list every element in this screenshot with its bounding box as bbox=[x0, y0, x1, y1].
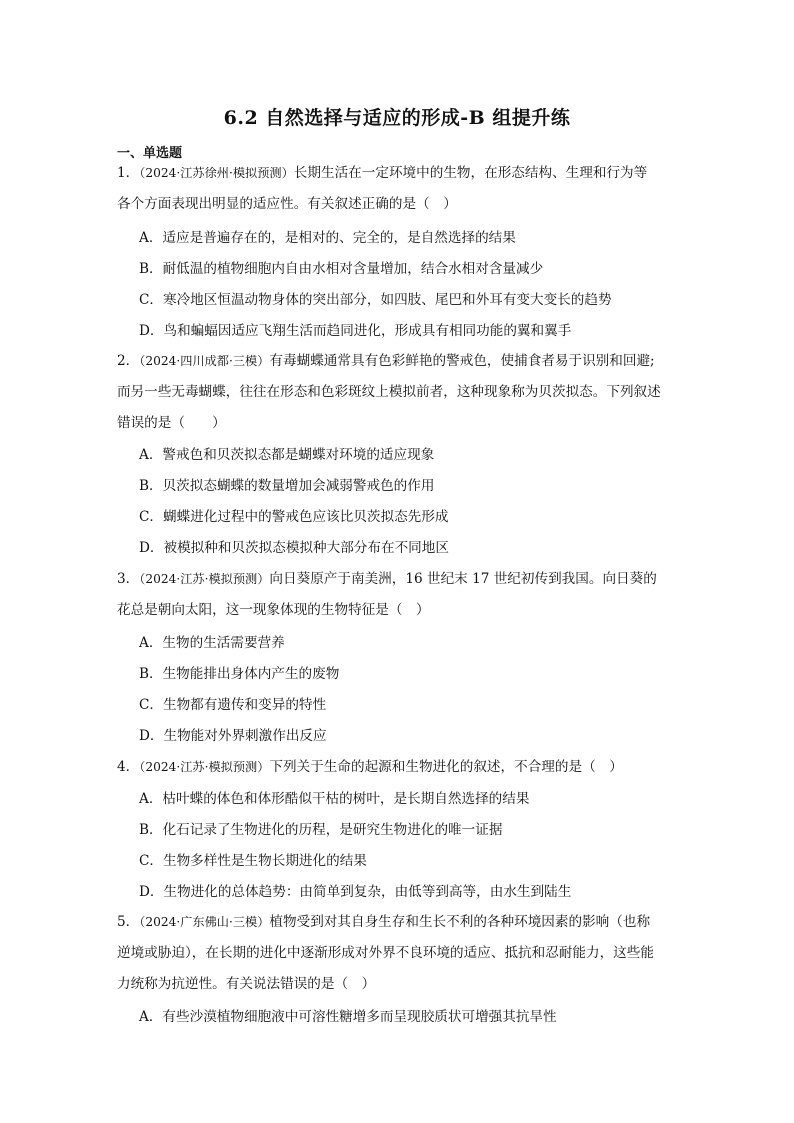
question-5-option-a: A．有些沙漠植物细胞液中可溶性糖增多而呈现胶质状可增强其抗旱性 bbox=[139, 1009, 557, 1025]
question-number: 5． bbox=[117, 914, 140, 930]
question-1-option-a: A．适应是普遍存在的，是相对的、完全的，是自然选择的结果 bbox=[139, 230, 516, 246]
question-number: 3． bbox=[117, 571, 140, 587]
question-text: 有毒蝴蝶通常具有色彩鲜艳的警戒色，使捕食者易于识别和回避; bbox=[269, 353, 655, 369]
question-2-option-a: A．警戒色和贝茨拟态都是蝴蝶对环境的适应现象 bbox=[139, 447, 435, 463]
question-source: （2024·广东佛山·三模） bbox=[139, 915, 270, 929]
question-number: 4． bbox=[117, 759, 140, 775]
question-text: 向日葵原产于南美洲，16 世纪末 17 世纪初传到我国。向日葵的 bbox=[269, 571, 657, 587]
question-3-option-b: B．生物能排出身体内产生的废物 bbox=[139, 666, 340, 682]
question-3-option-c: C．生物都有遗传和变异的特性 bbox=[139, 697, 327, 713]
question-4-option-c: C．生物多样性是生物长期进化的结果 bbox=[139, 853, 367, 869]
question-4-option-b: B．化石记录了生物进化的历程，是研究生物进化的唯一证据 bbox=[139, 822, 503, 838]
question-text: 植物受到对其自身生存和生长不利的各种环境因素的影响（也称 bbox=[269, 914, 651, 930]
question-1-line-2: 各个方面表现出明显的适应性。有关叙述正确的是（ ） bbox=[117, 196, 457, 212]
question-source: （2024·江苏·模拟预测） bbox=[139, 572, 270, 586]
question-source: （2024·四川成都·三模） bbox=[139, 354, 270, 368]
question-source: （2024·江苏·模拟预测） bbox=[139, 760, 270, 774]
question-2-option-d: D．被模拟种和贝茨拟态模拟种大部分布在不同地区 bbox=[139, 540, 449, 556]
question-number: 1． bbox=[117, 165, 140, 181]
question-4-option-a: A．枯叶蝶的体色和体形酷似干枯的树叶，是长期自然选择的结果 bbox=[139, 791, 530, 807]
question-number: 2． bbox=[117, 353, 140, 369]
question-3-option-a: A．生物的生活需要营养 bbox=[139, 635, 285, 651]
question-3-option-d: D．生物能对外界刺激作出反应 bbox=[139, 728, 327, 744]
question-5-line-3: 力统称为抗逆性。有关说法错误的是（ ） bbox=[117, 976, 376, 992]
question-3-line-1 bbox=[117, 569, 682, 589]
question-1-option-b: B．耐低温的植物细胞内自由水相对含量增加，结合水相对含量减少 bbox=[139, 261, 544, 277]
question-4-option-d: D．生物进化的总体趋势：由简单到复杂，由低等到高等，由水生到陆生 bbox=[139, 884, 572, 900]
question-2-option-b: B．贝茨拟态蝴蝶的数量增加会减弱警戒色的作用 bbox=[139, 478, 435, 494]
question-4-line-1 bbox=[117, 757, 682, 777]
page-title: 6.2 自然选择与适应的形成-B 组提升练 bbox=[223, 107, 571, 129]
question-2-line-2: 而另一些无毒蝴蝶，往往在形态和色彩斑纹上模拟前者，这种现象称为贝茨拟态。下列叙述 bbox=[117, 384, 661, 400]
question-text: 长期生活在一定环境中的生物，在形态结构、生理和行为等 bbox=[293, 165, 648, 181]
question-5-line-2: 逆境或胁迫），在长期的进化中逐渐形成对外界不良环境的适应、抵抗和忍耐能力，这些能 bbox=[117, 945, 654, 961]
question-1-line-1 bbox=[117, 163, 682, 183]
question-2-option-c: C．蝴蝶进化过程中的警戒色应该比贝茨拟态先形成 bbox=[139, 509, 449, 525]
question-2-line-3: 错误的是（ ） bbox=[117, 415, 226, 431]
question-2-line-1 bbox=[117, 351, 682, 371]
question-5-line-1 bbox=[117, 912, 682, 932]
question-1-option-d: D．鸟和蝙蝠因适应飞翔生活而趋同进化，形成具有相同功能的翼和翼手 bbox=[139, 323, 572, 339]
section-heading: 一、单选题 bbox=[117, 146, 183, 161]
question-3-line-2: 花总是朝向太阳，这一现象体现的生物特征是（ ） bbox=[117, 602, 430, 618]
question-1-option-c: C．寒冷地区恒温动物身体的突出部分，如四肢、尾巴和外耳有变大变长的趋势 bbox=[139, 292, 612, 308]
question-text: 下列关于生命的起源和生物进化的叙述，不合理的是（ ） bbox=[269, 759, 623, 775]
question-source: （2024·江苏徐州·模拟预测） bbox=[139, 166, 294, 180]
